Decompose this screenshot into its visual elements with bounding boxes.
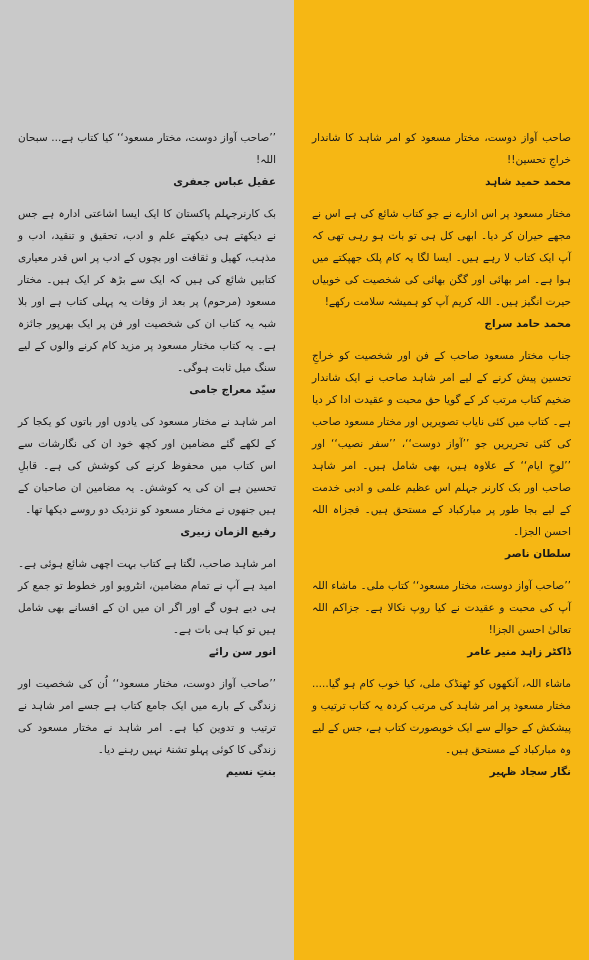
author-name: محمد حمید شاہد — [485, 176, 571, 188]
testimonial-block — [312, 345, 571, 565]
testimonial-block — [312, 575, 571, 663]
testimonial-text: ’’صاحب آواز دوست، مختار مسعود‘‘ اُن کی شخصیت اور زندگی کے بارے میں ایک جامع کتاب ہے جسے امر شاہد نے ترتیب و تدوین کیا ہے۔ امر شاہد نے مختار مسعود کی زندگی کا کوئی پہلو تشنۂ نہیں رہنے دیا۔ — [18, 678, 276, 756]
testimonial-block — [18, 203, 276, 401]
author-name: رفیع الزمان زبیری — [180, 526, 276, 538]
author-name: سیّد معراج جامی — [189, 384, 276, 396]
testimonial-block — [18, 673, 276, 783]
testimonial-text: بک کارنرجہلم پاکستان کا ایک ایسا اشاعتی ادارہ ہے جس نے دیکھتے ہی دیکھتے علم و ادب، تحقیق و تنقید، ادب و مذہب، کھیل و ثقافت اور بچوں کے ادب پر اس قدر معیاری کتابیں شائع کی ہیں کہ ایک سے بڑھ کر ایک ہیں۔ مختار مسعود (مرحوم) پر بعد از وفات یہ پہلی کتاب ہے اور بلا شبہ یہ کتاب ان کی شخصیت اور فن پر ایک بھرپور جائزہ ہے۔ یہ کتاب مختار مسعود پر مزید کام کرنے والوں کے لیے سنگ میل ثابت ہوگی۔ — [18, 208, 276, 374]
testimonial-block — [312, 127, 571, 193]
testimonial-block — [312, 203, 571, 335]
testimonial-text: امر شاہد صاحب، لگتا ہے کتاب بہت اچھی شائع ہوئی ہے۔ امید ہے آپ نے تمام مضامین، انٹرویو اور خطوط تو جمع کر ہی دیے ہوں گے اور اگر ان میں ان کے افسانے بھی شامل ہیں تو کیا ہی بات ہے۔ — [18, 558, 276, 636]
testimonial-text: جناب مختار مسعود صاحب کے فن اور شخصیت کو خراجِ تحسین پیش کرنے کے لیے امر شاہد صاحب نے ایک شاندار ضخیم کتاب مرتب کر کے گویا حق محبت و عقیدت ادا کر دیا ہے۔ کتاب میں کئی نایاب تصویریں اور مختار مسعود صاحب کی کئی تحریریں جو ’’آواز دوست‘‘، ’’سفر نصیب‘‘ اور ’’لوحِ ایام‘‘ کے علاوہ ہیں، بھی شامل ہیں۔ امر شاہد صاحب اور بک کارنر جہلم اس عظیم علمی و ادبی خدمت کے لیے بجا طور پر مبارکباد کے مستحق ہیں۔ فجزاہ اللہ احسن الجزا۔ — [312, 350, 571, 538]
testimonial-text: امر شاہد نے مختار مسعود کی یادوں اور باتوں کو یکجا کر کے لکھے گئے مضامین اور کچھ خود ان کی نگارشات سے اس کتاب میں محفوظ کرنے کی کوشش کی ہے۔ قابلِ تحسین ہے ان کی یہ کوشش۔ یہ مضامین ان صاحبان کے ہیں جنھوں نے مختار مسعود کو نزدیک دو روسے دیکھا تھا۔ — [18, 416, 276, 516]
testimonial-text: ’’صاحب آواز دوست، مختار مسعود‘‘ کتاب ملی۔ ماشاء اللہ آپ کی محبت و عقیدت نے کیا روپ نکالا ہے۔ جزاکم اللہ تعالیٰ احسن الجزا! — [312, 580, 571, 636]
testimonial-text: صاحب آواز دوست، مختار مسعود کو امر شاہد کا شاندار خراجِ تحسین!! — [312, 132, 571, 166]
author-name: انور سن رائے — [209, 646, 276, 658]
author-name: عقیل عباس جعفری — [173, 176, 276, 188]
author-name: محمد حامد سراج — [484, 318, 571, 330]
author-name: ڈاکٹر زاہد منیر عامر — [467, 646, 571, 658]
author-name: بنتِ نسیم — [225, 766, 276, 778]
author-name: نگار سجاد ظہیر — [489, 766, 571, 778]
testimonial-block — [18, 127, 276, 193]
testimonial-text: ’’صاحب آواز دوست، مختار مسعود‘‘ کیا کتاب ہے... سبحان اللہ! — [18, 132, 276, 166]
left-column — [0, 0, 294, 960]
testimonial-block — [312, 673, 571, 783]
testimonial-block — [18, 411, 276, 543]
author-name: سلطان ناصر — [505, 548, 571, 560]
testimonial-block — [18, 553, 276, 663]
testimonial-text: مختار مسعود پر اس ادارے نے جو کتاب شائع کی ہے اس نے مجھے حیران کر دیا۔ ابھی کل ہی تو بات ہو رہی تھی کہ آپ ایک کتاب لا رہے ہیں۔ ایسا لگا یہ کام پلک جھپکتے میں ہوا ہے۔ امر بھائی اور گگن بھائی کی شخصیت کی خوبیاں حیرت انگیز ہیں۔ اللہ کریم آپ کو ہمیشہ سلامت رکھے! — [312, 208, 571, 308]
right-column — [294, 0, 589, 960]
testimonial-text: ماشاء اللہ، آنکھوں کو ٹھنڈک ملی، کیا خوب کام ہو گیا..... مختار مسعود پر امر شاہد کی مرتب کردہ یہ کتاب ترتیب و پیشکش کے حوالے سے ایک خوبصورت کتاب ہے، جس کے لیے وہ مبارکباد کے مستحق ہیں۔ — [312, 678, 571, 756]
